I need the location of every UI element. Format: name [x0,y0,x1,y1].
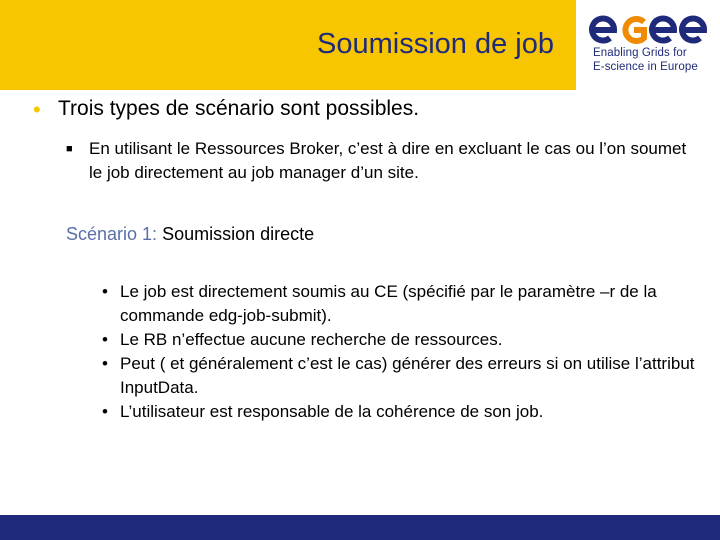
footer-bar [0,515,720,540]
list-item [100,280,695,328]
egee-logo [576,0,720,90]
main-bullet-text: Trois types de scénario sont possibles. [58,97,420,120]
sub-bullet [66,137,696,185]
bullet-icon: • [102,330,108,349]
bullet-icon: • [33,97,41,122]
title-bar [0,0,576,90]
logo-tagline [593,46,698,74]
list-item-text: Peut ( et généralement c’est le cas) générer des erreurs si on utilise l’attribut InputData. [120,354,695,397]
bullet-icon: • [102,402,108,421]
bullet-icon: • [102,282,108,301]
scenario-title: Soumission directe [162,224,315,244]
square-bullet-icon: ■ [66,143,73,155]
scenario-label: Scénario 1: [66,224,158,244]
list-item [100,328,695,352]
egee-logo-mark [588,12,710,46]
scenario-heading [66,224,314,245]
logo-tagline-line-1: Enabling Grids for [593,47,687,59]
scenario-details-list [100,280,695,424]
list-item-text: L’utilisateur est responsable de la cohérence de son job. [120,402,544,421]
list-item [100,352,695,400]
slide-title: Soumission de job [317,28,554,60]
bullet-icon: • [102,354,108,373]
sub-bullet-text: En utilisant le Ressources Broker, c’est à dire en excluant le cas ou l’on soumet le job directement au job manager d’un site. [89,139,687,182]
list-item-text: Le RB n’effectue aucune recherche de ressources. [120,330,503,349]
list-item-text: Le job est directement soumis au CE (spécifié par le paramètre –r de la commande edg-job-submit). [120,282,657,325]
list-item [100,400,695,424]
logo-tagline-line-2: E-science in Europe [593,61,698,73]
